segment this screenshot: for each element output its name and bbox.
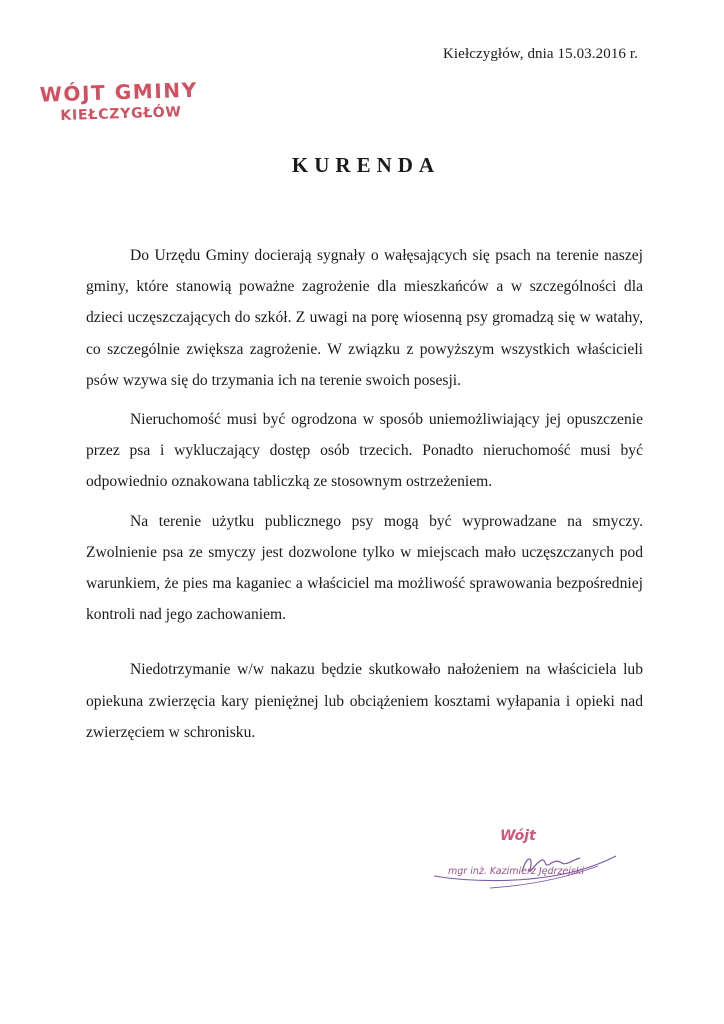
signature-block [420, 826, 620, 896]
paragraph-1: Do Urzędu Gminy docierają sygnały o wałęsających się psach na terenie naszej gminy, które stanowią poważne zagrożenie dla mieszkańców a w szczególności dla dzieci uczęszczających do szkół. Z uwagi na porę wiosenną psy gromadzą się w watahy, co szczególnie zwiększa zagrożenie. W związku z powyższym wszystkich właścicieli psów wzywa się do trzymania ich na terenie swoich posesji. [86, 247, 643, 389]
signature-title: Wójt [500, 828, 536, 844]
office-stamp [39, 77, 210, 126]
document-title: KURENDA [291, 153, 441, 177]
stamp-line-2: KIEŁCZYGŁÓW [60, 104, 182, 125]
signature-name: mgr inż. Kazimierz Jędrzejski [448, 866, 585, 877]
paragraph-2: Nieruchomość musi być ogrodzona w sposób uniemożliwiający jej opuszczenie przez psa i wykluczający dostęp osób trzecich. Ponadto nieruchomość musi być odpowiednio oznakowana tabliczką ze stosownym ostrzeżeniem. [86, 411, 643, 491]
place-and-date: Kiełczygłów, dnia 15.03.2016 r. [442, 46, 638, 62]
paragraph-4: Niedotrzymanie w/w nakazu będzie skutkowało nałożeniem na właściciela lub opiekuna zwierzęcia kary pieniężnej lub obciążeniem kosztami wyłapania i opieki nad zwierzęciem w schronisku. [86, 661, 643, 741]
stamp-line-1: WÓJT GMINY [39, 77, 199, 107]
paragraph-3: Na terenie użytku publicznego psy mogą być wyprowadzane na smyczy. Zwolnienie psa ze smyczy jest dozwolone tylko w miejscach mało uczęszczanych pod warunkiem, że pies ma kaganiec a właściciel ma możliwość sprawowania bezpośredniej kontroli nad jego zachowaniem. [86, 512, 643, 624]
document-body [86, 240, 643, 748]
